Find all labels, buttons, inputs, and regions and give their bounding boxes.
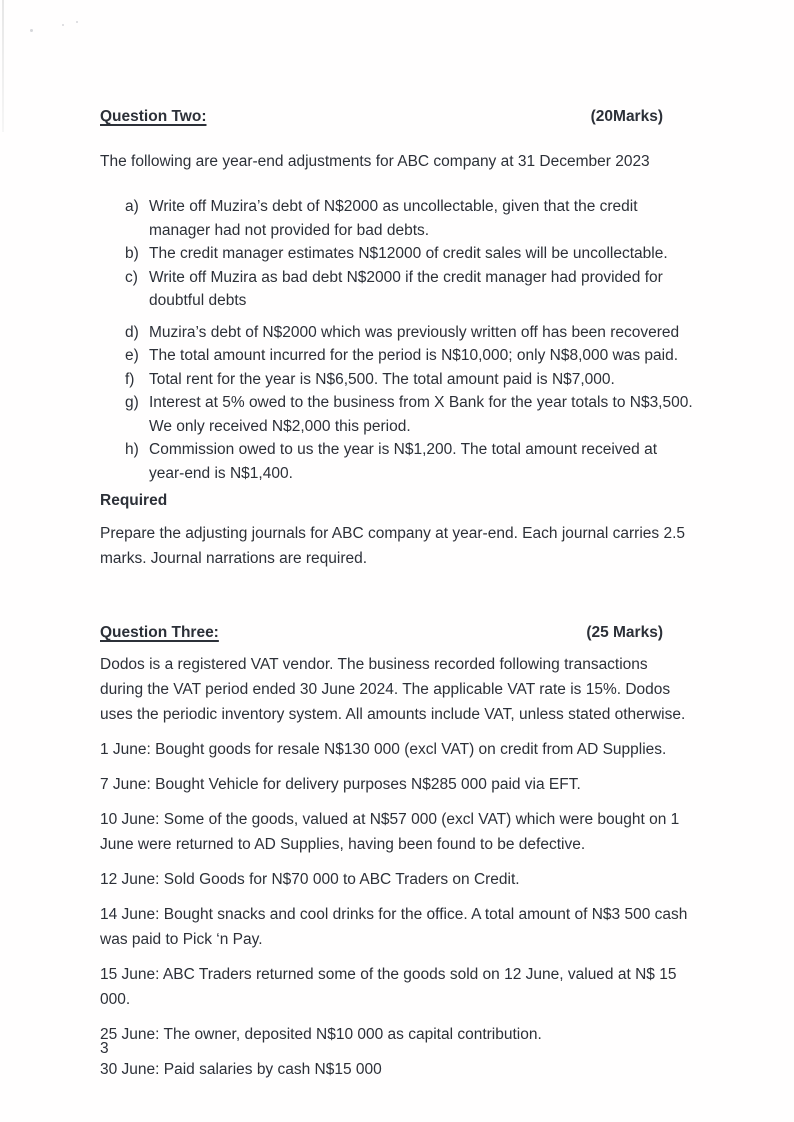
- item-label: b): [125, 245, 139, 262]
- transaction-12-june: 12 June: Sold Goods for N$70 000 to ABC Traders on Credit.: [100, 871, 520, 888]
- scan-artifact-speck: [62, 24, 64, 26]
- page-content: [100, 0, 694, 1082]
- item-label: g): [125, 394, 139, 411]
- transaction-25-june: 25 June: The owner, deposited N$10 000 as capital contribution.: [100, 1026, 542, 1043]
- transaction-15-june: 15 June: ABC Traders returned some of the goods sold on 12 June, valued at N$ 15 000.: [100, 966, 677, 1008]
- list-item-d: [125, 321, 694, 345]
- list-item-g: [125, 391, 694, 438]
- list-item-f: [125, 368, 694, 392]
- required-text: Prepare the adjusting journals for ABC company at year-end. Each journal carries 2.5 marks. Journal narrations are required.: [100, 525, 686, 567]
- item-label: a): [125, 198, 139, 215]
- item-label: f): [125, 370, 135, 388]
- item-text: Write off Muzira as bad debt N$2000 if the credit manager had provided for doubtful debts: [149, 268, 663, 309]
- list-item-c: [125, 266, 694, 313]
- transaction-14-june: 14 June: Bought snacks and cool drinks for the office. A total amount of N$3 500 cash was paid to Pick ‘n Pay.: [100, 906, 688, 948]
- list-item-h: [125, 438, 694, 485]
- question-two-intro: The following are year-end adjustments for ABC company at 31 December 2023: [100, 153, 650, 170]
- required-heading: Required: [100, 492, 168, 509]
- scan-artifact-line: [2, 0, 4, 132]
- question-three-title: Question Three:: [100, 624, 219, 641]
- list-item-a: [125, 195, 694, 242]
- item-text: Muzira’s debt of N$2000 which was previously written off has been recovered: [149, 323, 680, 341]
- item-text: Write off Muzira’s debt of N$2000 as uncollectable, given that the credit manager had not provided for bad debts.: [149, 198, 638, 239]
- list-item-e: [125, 344, 694, 368]
- transaction-30-june: 30 June: Paid salaries by cash N$15 000: [100, 1061, 382, 1078]
- item-label: e): [125, 347, 139, 364]
- list-item-b: [125, 242, 694, 266]
- question-three-heading: [100, 595, 694, 645]
- item-label: c): [125, 268, 138, 286]
- adjustments-list: [100, 195, 694, 485]
- question-two-title: Question Two:: [100, 108, 207, 125]
- question-two-marks: (20Marks): [590, 108, 663, 125]
- question-two-section: [100, 0, 694, 571]
- transaction-1-june: 1 June: Bought goods for resale N$130 000 (excl VAT) on credit from AD Supplies.: [100, 741, 667, 758]
- question-two-heading: [100, 0, 694, 129]
- item-text: Interest at 5% owed to the business from X Bank for the year totals to N$3,500. We only received N$2,000 this period.: [149, 394, 693, 435]
- scan-artifact-speck: [76, 21, 78, 23]
- question-three-section: [100, 595, 694, 1082]
- scan-artifact-speck: [30, 29, 33, 32]
- item-label: h): [125, 441, 139, 458]
- page-number: 3: [100, 1040, 109, 1057]
- question-three-intro: Dodos is a registered VAT vendor. The business recorded following transactions during the VAT period ended 30 June 2024. The applicable VAT rate is 15%. Dodos uses the periodic inventory system. All amounts include VAT, unless stated otherwise.: [100, 656, 686, 723]
- item-text: Commission owed to us the year is N$1,200. The total amount received at year-end is N$1,400.: [149, 441, 658, 482]
- item-text: The total amount incurred for the period is N$10,000; only N$8,000 was paid.: [149, 347, 679, 364]
- item-text: Total rent for the year is N$6,500. The total amount paid is N$7,000.: [149, 370, 615, 388]
- transaction-7-june: 7 June: Bought Vehicle for delivery purposes N$285 000 paid via EFT.: [100, 776, 581, 793]
- question-three-marks: (25 Marks): [586, 624, 663, 641]
- item-text: The credit manager estimates N$12000 of credit sales will be uncollectable.: [149, 245, 668, 262]
- transaction-10-june: 10 June: Some of the goods, valued at N$57 000 (excl VAT) which were bought on 1 June were returned to AD Supplies, having been found to be defective.: [100, 811, 680, 853]
- item-label: d): [125, 323, 139, 341]
